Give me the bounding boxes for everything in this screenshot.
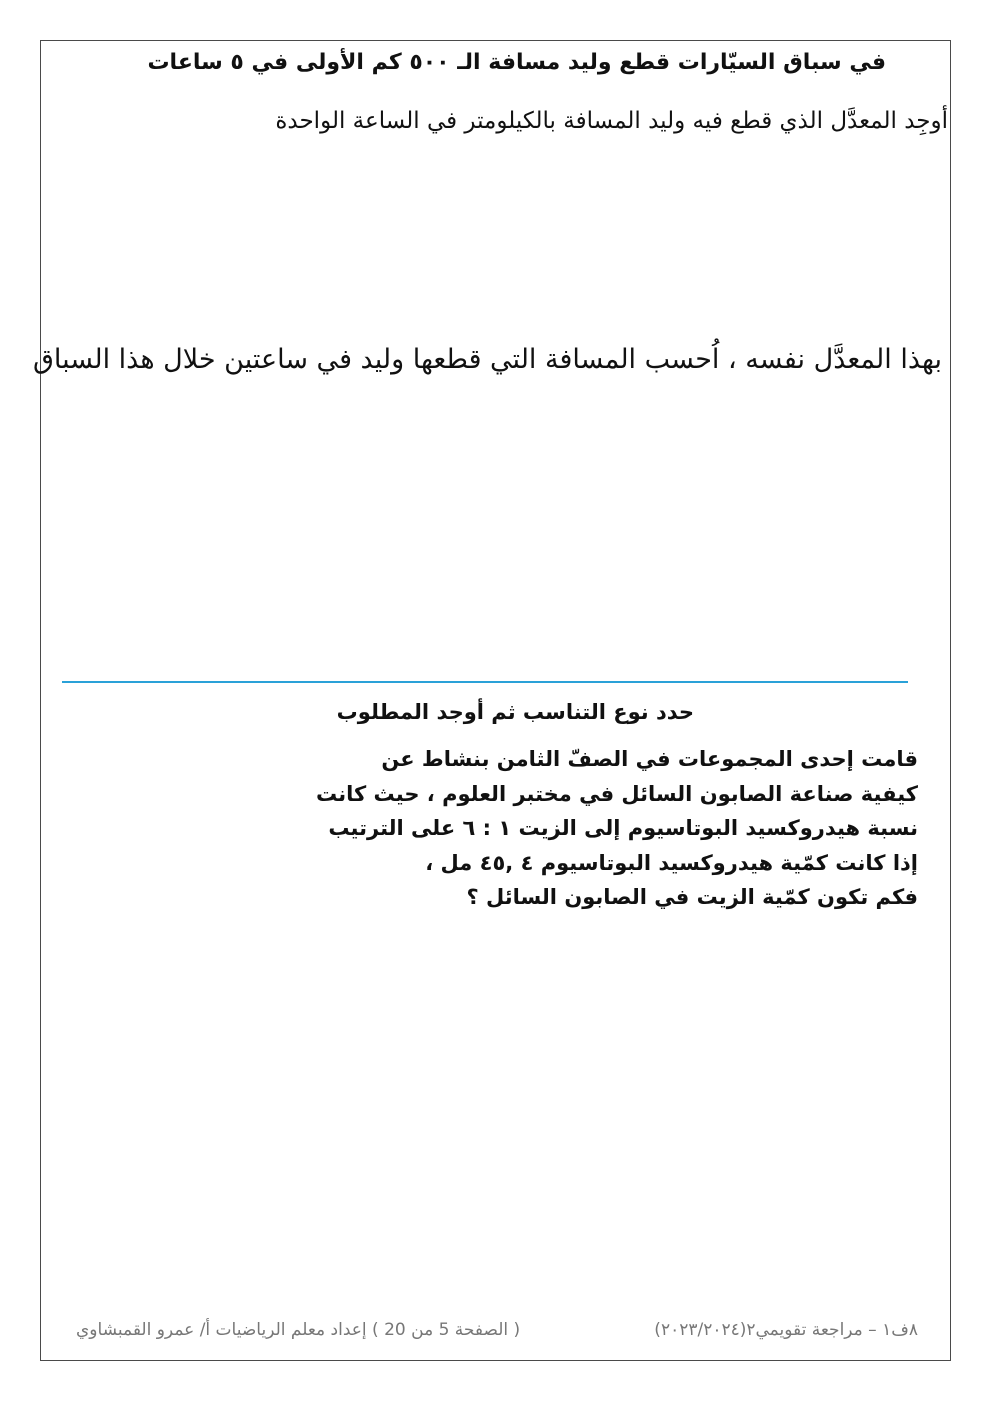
section-divider: [62, 681, 908, 683]
problem3-text: [316, 742, 918, 915]
problem3-line: قامت إحدى المجموعات في الصفّ الثامن بنشاط عن: [381, 747, 918, 771]
problem1-question: أوجِد المعدَّل الذي قطع فيه وليد المسافة بالكيلومتر في الساعة الواحدة: [275, 108, 948, 134]
problem2-question: بهذا المعدَّل نفسه ، اُحسب المسافة التي قطعها وليد في ساعتين خلال هذا السباق: [32, 344, 942, 375]
problem3-title: حدد نوع التناسب ثم أوجد المطلوب: [336, 700, 694, 724]
problem3-line: كيفية صناعة الصابون السائل في مختبر العلوم ، حيث كانت: [316, 781, 918, 806]
footer-page-author: ( الصفحة 5 من 20 ) إعداد معلم الرياضيات أ/ عمرو القمبشاوي: [76, 1320, 521, 1340]
problem3-line: فكم تكون كمّية الزيت في الصابون السائل ؟: [466, 885, 918, 909]
problem1-statement: في سباق السيّارات قطع وليد مسافة الـ ٥٠٠ كم الأولى في ٥ ساعات: [147, 50, 886, 75]
problem3-line: نسبة هيدروكسيد البوتاسيوم إلى الزيت ١ : ٦ على الترتيب: [328, 816, 918, 840]
footer-course-info: ٨ف١ – مراجعة تقويمي٢(٢٠٢٣/٢٠٢٤): [654, 1320, 918, 1340]
problem3-line: إذا كانت كمّية هيدروكسيد البوتاسيوم ٤ ,٤٥ مل ،: [425, 850, 918, 875]
